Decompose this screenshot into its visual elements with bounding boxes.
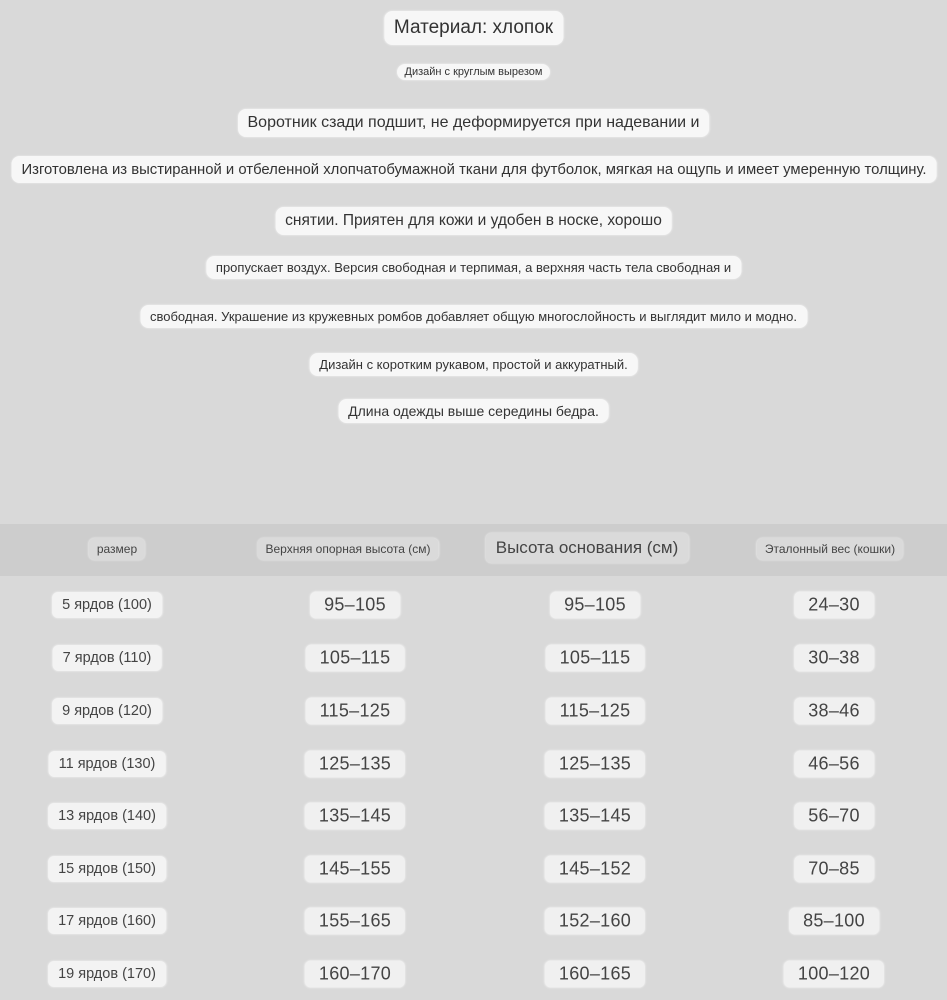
table-row	[0, 947, 947, 1000]
fit-line: пропускает воздух. Версия свободная и терпимая, а верхняя часть тела свободная и	[206, 256, 741, 279]
weight-cell: 30–38	[794, 644, 874, 671]
header-weight: Эталонный вес (кошки)	[757, 538, 903, 560]
size-table-body	[0, 576, 947, 1000]
table-row	[0, 684, 947, 737]
header-top-height: Верхняя опорная высота (см)	[258, 538, 439, 560]
table-row	[0, 789, 947, 842]
base-height-cell: 105–115	[546, 644, 645, 671]
top-height-cell: 125–135	[305, 750, 405, 777]
top-height-cell: 95–105	[310, 591, 400, 618]
header-size: размер	[89, 538, 145, 560]
size-cell: 5 ярдов (100)	[52, 592, 162, 618]
decoration-line: свободная. Украшение из кружевных ромбов добавляет общую многослойность и выглядит мило и модно.	[140, 305, 807, 328]
table-row	[0, 737, 947, 790]
size-cell: 17 ярдов (160)	[48, 908, 166, 934]
top-height-cell: 160–170	[305, 960, 405, 987]
material-line: Материал: хлопок	[384, 11, 563, 45]
sleeve-line: Дизайн с коротким рукавом, простой и аккуратный.	[309, 353, 637, 376]
size-cell: 7 ярдов (110)	[53, 645, 162, 671]
weight-cell: 24–30	[794, 591, 874, 618]
size-cell: 9 ярдов (120)	[52, 698, 162, 724]
base-height-cell: 152–160	[545, 907, 645, 934]
size-table-header	[0, 524, 947, 576]
top-height-cell: 135–145	[305, 802, 405, 829]
top-height-cell: 155–165	[305, 907, 405, 934]
weight-cell: 100–120	[784, 960, 884, 987]
top-height-cell: 145–155	[305, 855, 405, 882]
base-height-cell: 145–152	[545, 855, 645, 882]
weight-cell: 56–70	[794, 802, 874, 829]
base-height-cell: 135–145	[545, 802, 645, 829]
weight-cell: 70–85	[794, 855, 874, 882]
weight-cell: 46–56	[794, 750, 874, 777]
size-cell: 11 ярдов (130)	[49, 751, 166, 777]
top-height-cell: 115–125	[306, 697, 405, 724]
neck-design-line: Дизайн с круглым вырезом	[397, 64, 551, 80]
comfort-line: снятии. Приятен для кожи и удобен в носке, хорошо	[275, 207, 672, 235]
fabric-line: Изготовлена из выстиранной и отбеленной хлопчатобумажной ткани для футболок, мягкая на ощупь и имеет умеренную толщину.	[11, 156, 936, 183]
length-line: Длина одежды выше середины бедра.	[338, 399, 609, 423]
base-height-cell: 115–125	[546, 697, 645, 724]
size-cell: 15 ярдов (150)	[48, 856, 166, 882]
base-height-cell: 160–165	[545, 960, 645, 987]
table-row	[0, 894, 947, 947]
collar-line: Воротник сзади подшит, не деформируется при надевании и	[238, 109, 710, 137]
weight-cell: 38–46	[794, 697, 874, 724]
top-height-cell: 105–115	[306, 644, 405, 671]
header-base-height: Высота основания (см)	[486, 533, 689, 563]
table-row	[0, 578, 947, 631]
size-cell: 13 ярдов (140)	[48, 803, 166, 829]
weight-cell: 85–100	[789, 907, 879, 934]
size-cell: 19 ярдов (170)	[48, 961, 166, 987]
base-height-cell: 95–105	[550, 591, 640, 618]
table-row	[0, 842, 947, 895]
base-height-cell: 125–135	[545, 750, 645, 777]
table-row	[0, 631, 947, 684]
